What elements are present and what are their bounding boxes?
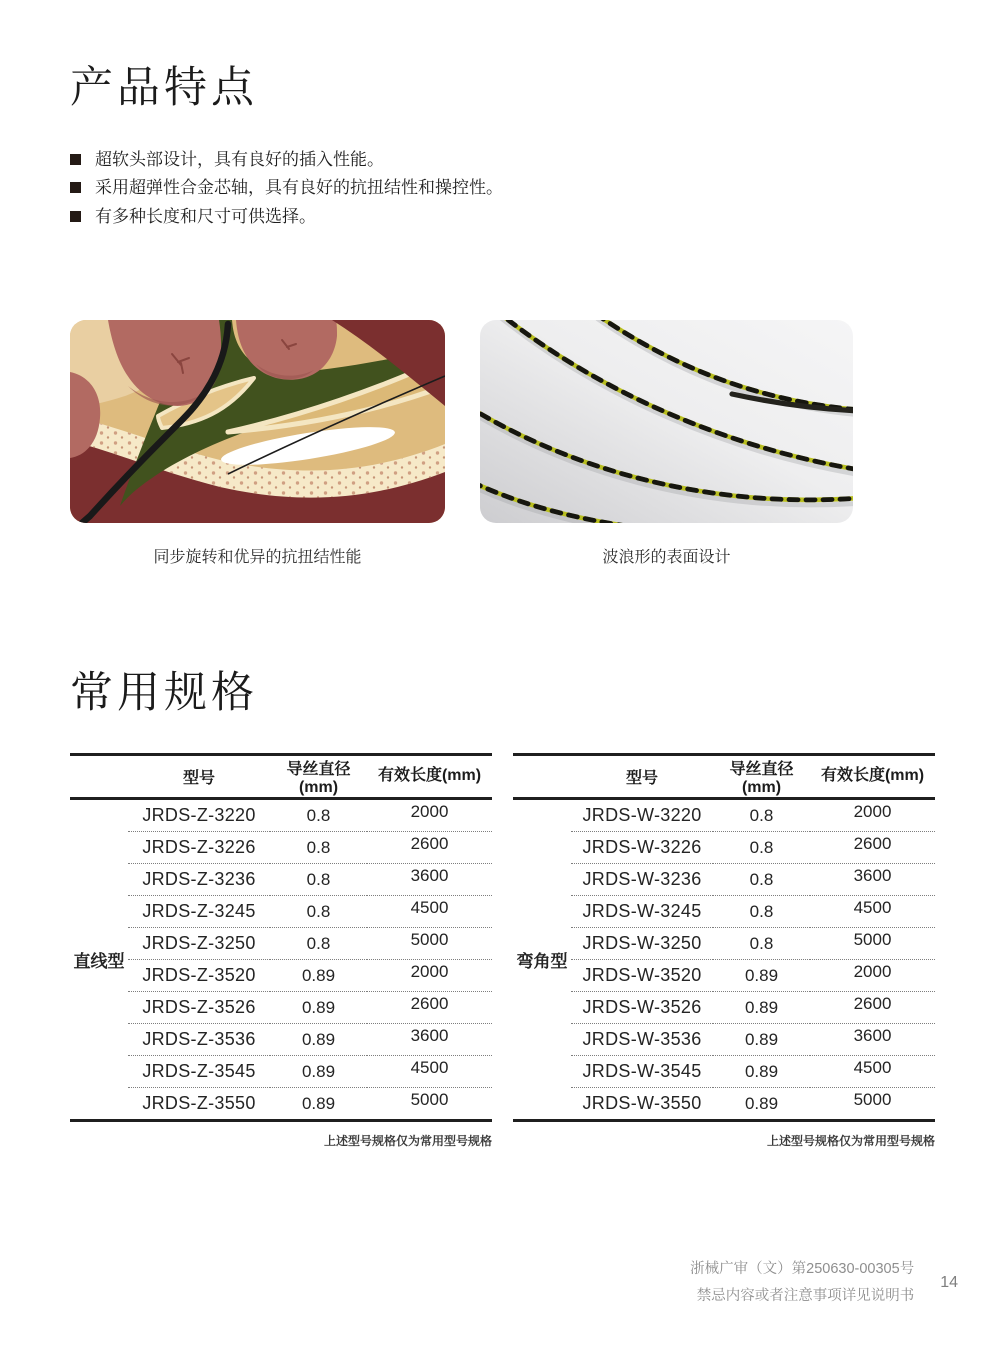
table-note: 上述型号规格仅为常用型号规格 [766,1134,935,1148]
diameter-cell: 0.89 [713,1056,810,1088]
length-cell: 4500 [810,1056,935,1088]
spec-table [513,753,935,1122]
length-cell: 2000 [367,799,492,832]
regulatory-line: 禁忌内容或者注意事项详见说明书 [696,1288,915,1304]
model-cell: JRDS-Z-3545 [128,1056,270,1088]
page-number: 14 [940,1274,958,1291]
length-cell: 4500 [367,1056,492,1088]
diameter-cell: 0.89 [713,960,810,992]
table-row [70,960,492,992]
table-header-row [513,755,935,799]
page-title: 产品特点 [70,64,258,112]
length-cell: 2000 [810,799,935,832]
feature-text: 超软头部设计，具有良好的插入性能。 [95,150,384,169]
diameter-cell: 0.89 [744,1093,779,1113]
anatomy-illustration-svg [70,320,445,523]
feature-text: 有多种长度和尺寸可供选择。 [95,206,316,226]
diameter-cell: 0.89 [270,1024,367,1056]
diameter-cell: 0.8 [270,832,367,864]
length-cell: 5000 [410,1089,449,1109]
length-cell: 2000 [810,960,935,992]
length-cell: 5000 [367,928,492,960]
table-row [70,799,492,832]
page-footer [690,1256,958,1310]
model-cell: JRDS-Z-3236 [128,864,270,896]
model-cell: JRDS-W-3545 [571,1056,713,1088]
anatomy-illustration [70,320,445,523]
column-header-length: 有效长度(mm) [820,767,925,784]
diameter-cell: 0.89 [301,1093,336,1113]
table-row [513,1056,935,1088]
diameter-cell: 0.89 [270,960,367,992]
length-cell: 2600 [367,992,492,1024]
column-header-model: 型号 [625,770,658,787]
length-cell: 3600 [367,1024,492,1056]
group-header [70,755,128,799]
model-cell: JRDS-W-3536 [571,1024,713,1056]
table-row [513,896,935,928]
model-cell: JRDS-Z-3526 [128,992,270,1024]
group-header [513,755,571,799]
feature-list [70,146,503,231]
row-group-label: 弯角型 [516,952,568,971]
model-cell: JRDS-W-3226 [571,832,713,864]
model-cell: JRDS-W-3220 [571,799,713,832]
diameter-cell: 0.8 [713,928,810,960]
diameter-cell: 0.8 [270,896,367,928]
column-header-diameter: 导丝直径(mm) [286,761,351,796]
spec-table [70,753,492,1122]
table-note: 上述型号规格仅为常用型号规格 [323,1134,492,1148]
table-row [513,960,935,992]
wavy-wire-photo-svg [480,320,853,523]
feature-item [70,146,503,174]
row-group-label: 直线型 [73,952,125,971]
spec-table-straight [70,753,492,1149]
feature-text: 采用超弹性合金芯轴，具有良好的抗扭结性和操控性。 [95,178,503,198]
model-cell: JRDS-Z-3520 [128,960,270,992]
model-cell: JRDS-Z-3550 [142,1093,256,1113]
model-cell: JRDS-W-3245 [571,896,713,928]
model-cell: JRDS-W-3250 [571,928,713,960]
diameter-cell: 0.8 [713,799,810,832]
table-header-row [70,755,492,799]
table-row [70,1024,492,1056]
diameter-cell: 0.8 [713,864,810,896]
column-header-length: 有效长度(mm) [377,767,482,784]
column-header-model: 型号 [182,770,215,787]
model-cell: JRDS-Z-3536 [128,1024,270,1056]
table-row [70,896,492,928]
diameter-cell: 0.8 [713,896,810,928]
bullet-square-icon [70,182,81,193]
length-cell: 4500 [367,896,492,928]
table-row [70,1056,492,1088]
table-row [70,1088,492,1121]
length-cell: 3600 [810,1024,935,1056]
model-cell: JRDS-W-3520 [571,960,713,992]
table-row [513,832,935,864]
table-row [513,928,935,960]
section-title: 常用规格 [70,669,258,717]
diameter-cell: 0.8 [270,799,367,832]
diameter-cell: 0.89 [270,992,367,1024]
spec-table-angled [513,753,935,1149]
table-row [70,928,492,960]
table-row [513,799,935,832]
diameter-cell: 0.89 [713,1024,810,1056]
regulatory-text [690,1256,914,1310]
feature-item [70,174,503,202]
diameter-cell: 0.8 [270,928,367,960]
length-cell: 3600 [810,864,935,896]
length-cell: 2600 [810,832,935,864]
model-cell: JRDS-Z-3250 [128,928,270,960]
model-cell: JRDS-Z-3226 [128,832,270,864]
length-cell: 2000 [367,960,492,992]
table-row [513,1088,935,1121]
bullet-square-icon [70,154,81,165]
regulatory-line: 浙械广审（文）第250630-00305号 [690,1261,915,1277]
table-row [513,992,935,1024]
feature-item [70,203,503,231]
length-cell: 2600 [810,992,935,1024]
diameter-cell: 0.89 [270,1056,367,1088]
table-row [513,1024,935,1056]
length-cell: 2600 [367,832,492,864]
column-header-diameter: 导丝直径(mm) [729,761,794,796]
diameter-cell: 0.8 [270,864,367,896]
length-cell: 5000 [810,928,935,960]
length-cell: 4500 [810,896,935,928]
model-cell: JRDS-Z-3220 [128,799,270,832]
figure-caption: 波浪形的表面设计 [602,549,731,566]
length-cell: 5000 [853,1089,892,1109]
model-cell: JRDS-W-3526 [571,992,713,1024]
table-row [513,864,935,896]
model-cell: JRDS-Z-3245 [128,896,270,928]
table-row [70,832,492,864]
model-cell: JRDS-W-3550 [582,1093,702,1113]
figure-caption: 同步旋转和优异的抗扭结性能 [153,549,362,566]
diameter-cell: 0.8 [713,832,810,864]
wavy-wire-photo [480,320,853,523]
diameter-cell: 0.89 [713,992,810,1024]
table-row [70,992,492,1024]
length-cell: 3600 [367,864,492,896]
model-cell: JRDS-W-3236 [571,864,713,896]
bullet-square-icon [70,211,81,222]
table-row [70,864,492,896]
